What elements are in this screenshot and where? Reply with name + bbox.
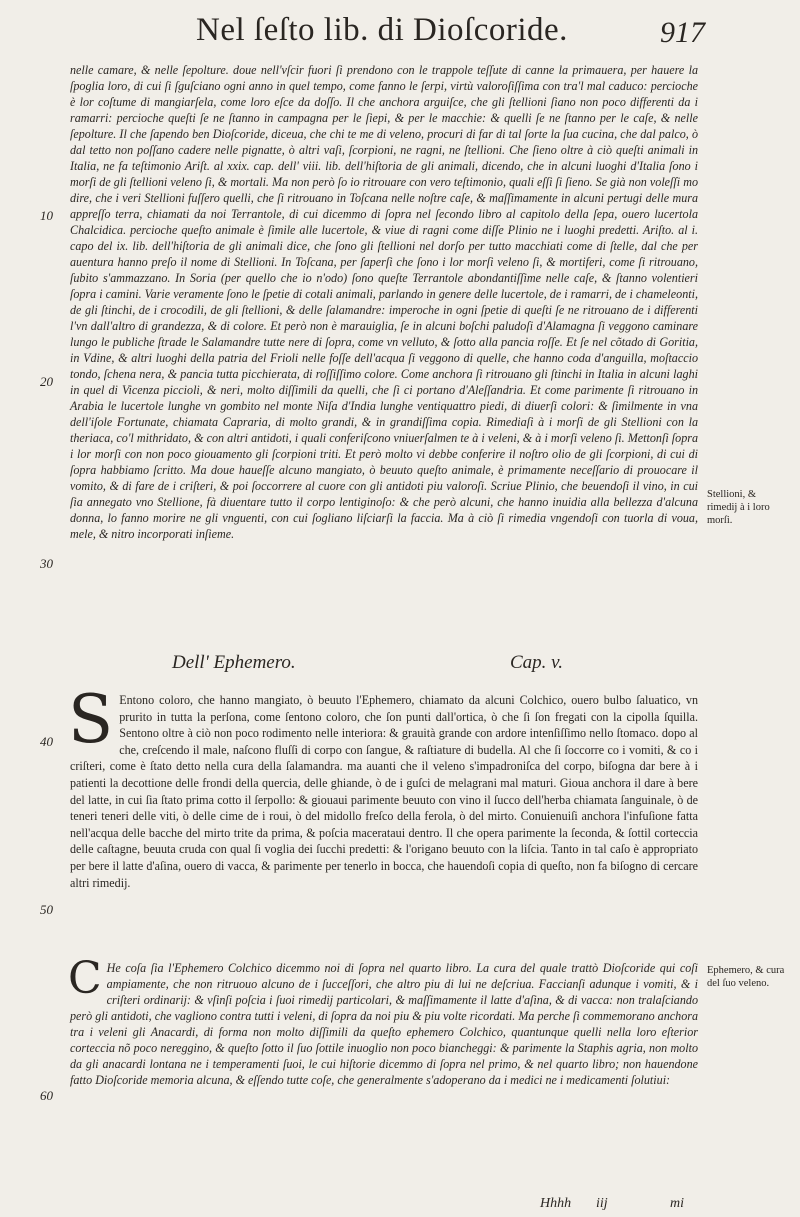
text-paragraph xyxy=(68,681,698,891)
line-number-30: 30 xyxy=(40,556,53,571)
line-number-20: 20 xyxy=(40,374,53,389)
sidenote-stellioni: Stellioni, & rimedij à i loro morſi. xyxy=(707,489,770,526)
running-header: Nel ſeſto lib. di Dioſcoride. xyxy=(196,12,568,48)
paragraph-text: He coſa ſia l'Ephemero Colchico dicemmo noi di ſopra nel quarto libro. La cura del quale trattò Dioſcoride qui coſi ampiamente, che non ritruouo alcuno de i ſucceſſori, che altro piu di lui ne deſcriua. Faccianſi adunque i vomiti, & i criſteri ordinarij: & vſinſi poſcia i ſuoi rimedij particolari, & maſſimamente il latte d'aſina, & di vacca: non tralaſciando però gli antidoti, che vagliono contra tutti i veleni, di ſopra da noi piu & piu volte ricordati. Ma perche ſi commemorano anchora tra i veleni gli Anacardi, di forma non molto diſſimili da queſto ephemero Colchico, quantunque quelli nella loro eſterior corteccia nõ poco nereggino, & queſto ſotto il ſuo ſottile inuoglio non poco biancheggi: & parimente la Staphis agria, non molto da gli anacardi lontana ne i temperamenti ſuoi, le cui hiſtorie dicemmo di ſopra nel primo, & nel quarto libro; non hauendone fatto Dioſcoride memoria alcuna, & eſſendo tutte coſe, che generalmente s'adoperano da i medici ne i medicamenti ſolutiui: xyxy=(70,961,698,1087)
commentary-paragraph-2 xyxy=(68,953,698,1088)
page-number: 917 xyxy=(660,16,705,49)
line-number-60: 60 xyxy=(40,1088,53,1103)
line-number-50: 50 xyxy=(40,902,53,917)
chapter-number: Cap. v. xyxy=(510,652,563,673)
line-number-10: 10 xyxy=(40,208,53,223)
signature-number: iij xyxy=(596,1196,608,1211)
sidenote-ephemero: Ephemero, & cura del ſuo veleno. xyxy=(707,965,785,989)
chapter-title: Dell' Ephemero. xyxy=(172,652,296,673)
paragraph-text: Entono coloro, che hanno mangiato, ò beuuto l'Ephemero, chiamato da alcuni Colchico, ouero bulbo ſaluatico, vn prurito in tutta la perſona, come ſentono coloro, che ſon punti dall'ortica, ò che ſi ſon fregati con la cipolla ſquilla. Sentono oltre à ciò non poco rodimento nelle interiora: & grauità grande con ardore intenſiſſimo nello ſtomaco. dopo al che, creſcendo il male, naſcono fluſſi di corpo con ſangue, & raſtiature di budella. Al che ſi ſoccorre co i vomiti, & co i criſteri, come è ſtato detto nella cura della ſalamandra. ma auanti che il veleno s'impadroniſca del corpo, biſogna dar bere à i patienti la decottione delle frondi della quercia, delle ghiande, ò de i guſci de melagrani mal maturi. Gioua anchora il dare à bere del latte, in cui ſia ſtato prima cotto il ſerpollo: & giouaui parimente beuuto con vino il ſucco dell'herba chiamata ſanguinale, ò de teneri teneri delle viti, ò delle cime de i roui, ò del midollo freſco della ferola, ò del mirto. Conuienuiſi anchora l'infuſione fatta nell'acqua delle bacche del mirto trite da prima, & poſcia macerataui dentro. Il che opera parimente la ſeconda, & ſottil corteccia delle caſtagne, beuuta cruda con qual ſi voglia dei ſucchi predetti: & l'origano beuuto con la liſcia. Tanto in tal caſo è appropriato per bere il latte d'aſina, ouero di vacca, & parimente per tenerlo in bocca, che hauendoſi copia di queſto, non fa biſogno di cercare altri rimedij. xyxy=(70,693,698,890)
dropcap-c: C xyxy=(68,953,102,1004)
commentary-paragraph: nelle camare, & nelle ſepolture. doue nell'vſcir fuori ſi prendono con le trappole teſſute di canne la primauera, per hauere la ſpoglia loro, di cui ſi ſguſciano ogni anno in quel tempo, come fanno le ſerpi, virtù valoroſiſſima con tra'l mal caduco: percioche è lor coſtume di mangiarſela, come loro eſce da doſſo. Il che anchora arguiſce, che gli ſtellioni ſiano non poco differenti da i ramarri: percioche queſti ſe ne ſtanno in campagna per le ſiepi, & per le macchie: & quelli ſe ne ſtanno per le caſe, & nelle ſepolture. Il che ſapendo ben Dioſcoride, diceua, che chi te me di veleno, procuri di far di tal ſorte la ſua cucina, che dal palco, ò dal tetto non poſſano cadere nelle pignatte, ò altri vaſi, ſcorpioni, ne ragni, ne ſtellioni. Che ſieno oltre à ciò queſti animali in Italia, ne fa teſtimonio Ariſt. al xxix. cap. dell' viii. lib. dell'hiſtoria de gli animali, dicendo, che in alcuni luoghi d'Italia ſono i morſi de gli ſtellioni veleno ſi, & mortali. Ma non però ſo io ritrouare con vero teſtimonio, quali eſſi ſi ſieno. Se già non voleſſi mo dire, che i veri Stellioni fuſſero quelli, che ſi ritrouano in Toſcana nelle noſtre caſe, & maſſimamente in alcuni pertugi delle mura appreſſo terra, chiamati da noi Terrantole, di cui dicemmo di ſopra nel ſecondo libro al capitolo della ſepa, ouero lucertola Chalcidica. percioche queſto animale è ſimile alle lucertole, & viue di ragni come diſſe Plinio ne i luoghi predetti. Ariſto. al i. capo del ix. lib. dell'hiſtoria de gli animali dice, che ſono gli ſtellioni nel dorſo per tutto macchiati come di ſtelle, dal che per auentura hanno preſo il nome di Stellioni. In Toſcana, per ſaperſi che ſono i lor morſi veleno ſi, & mortiferi, come ſi ritrouano, ſubito s'ammazzano. In Soria (per quello che io n'odo) ſono queſte Terrantole abondantiſſime nelle caſe, & ſtanno volentieri ſopra i camini. Varie veramente ſono le ſpetie di cotali animali, parlando in genere delle lucertole, de i ramarri, de i chameleonti, de gli ſtinchi, de i crocodili, de gli ſtellioni, & delle ſalamandre: imperoche in ogni ſpetie di queſti ſe ne ritrouano de i differenti l'vn dall'altro di grandezza, & di colore. Et però non è marauiglia, ſe in alcuni boſchi paludoſi d'Alamagna ſi veggono caminare lungo le publiche ſtrade le Salamandre tutte nere di ſopra, come vn velluto, & ſotto alla pancia roſſe. Et ſe nel cõtado di Goritia, in Vdine, & altri luoghi della patria del Frioli nelle foſſe dell'acqua ſi veggono di quelle, che hanno coda d'anguilla, moſtaccio tondo, ſchena nera, & pancia tutta picchierata, di roſſiſſimo colore. Come anchora ſi ritrouano gli ſtinchi in Italia in alcuni laghi in quel di Vicenza piccioli, & neri, molto diſſimili da quelli, che ſi ci portano d'Aleſſandria. Et come parimente ſi ritrouano in Arabia le lucertole lunghe vn gombito nel monte Niſa d'India lunghe ventiquattro piedi, di diuerſi colori: & ſimilmente in vna dell'iſole Fortunate, chiamata Capraria, di molto grandi, & in grandiſſima copia. Rimediaſi à i morſi de gli Stellioni con la theriaca, co'l mithridato, & con altri antidoti, i quali conferiſcono vniuerſalmen te à i veleni, & à i morſi veleno ſi. Mettonſi ſopra i lor morſi con non poco giouamento gli ſcorpioni triti. Et però molto vi debbe conferire il noſtro olio de gli ſcorpioni, di cui di ſopra habbiamo ſcritto. Ma doue haueſſe alcuno mangiato, ò beuuto queſto animale, è primamente neceſſario di prouocare il vomito, & di fare de i criſteri, & poi ſoccorrere al cuore con gli antidoti piu valoroſi. Scriue Plinio, che beuendoſi il vino, in cui ſia annegato vno Stellione, fà diuentare tutto il corpo lentiginoſo: & che però alcuni, che hanno inuidia alla bellezza d'alcuna donna, lo fanno morire ne gli vnguenti, con cui ſogliano liſciarſi la faccia. Ma à ciò ſi rimedia vngendoſi con tuorla di voua, mele, & nitro incorporati inſieme. xyxy=(70,63,698,541)
catchword: mi xyxy=(670,1196,684,1211)
line-number-40: 40 xyxy=(40,734,53,749)
signature-mark: Hhhh xyxy=(540,1196,572,1211)
dropcap-s: S xyxy=(68,681,114,758)
